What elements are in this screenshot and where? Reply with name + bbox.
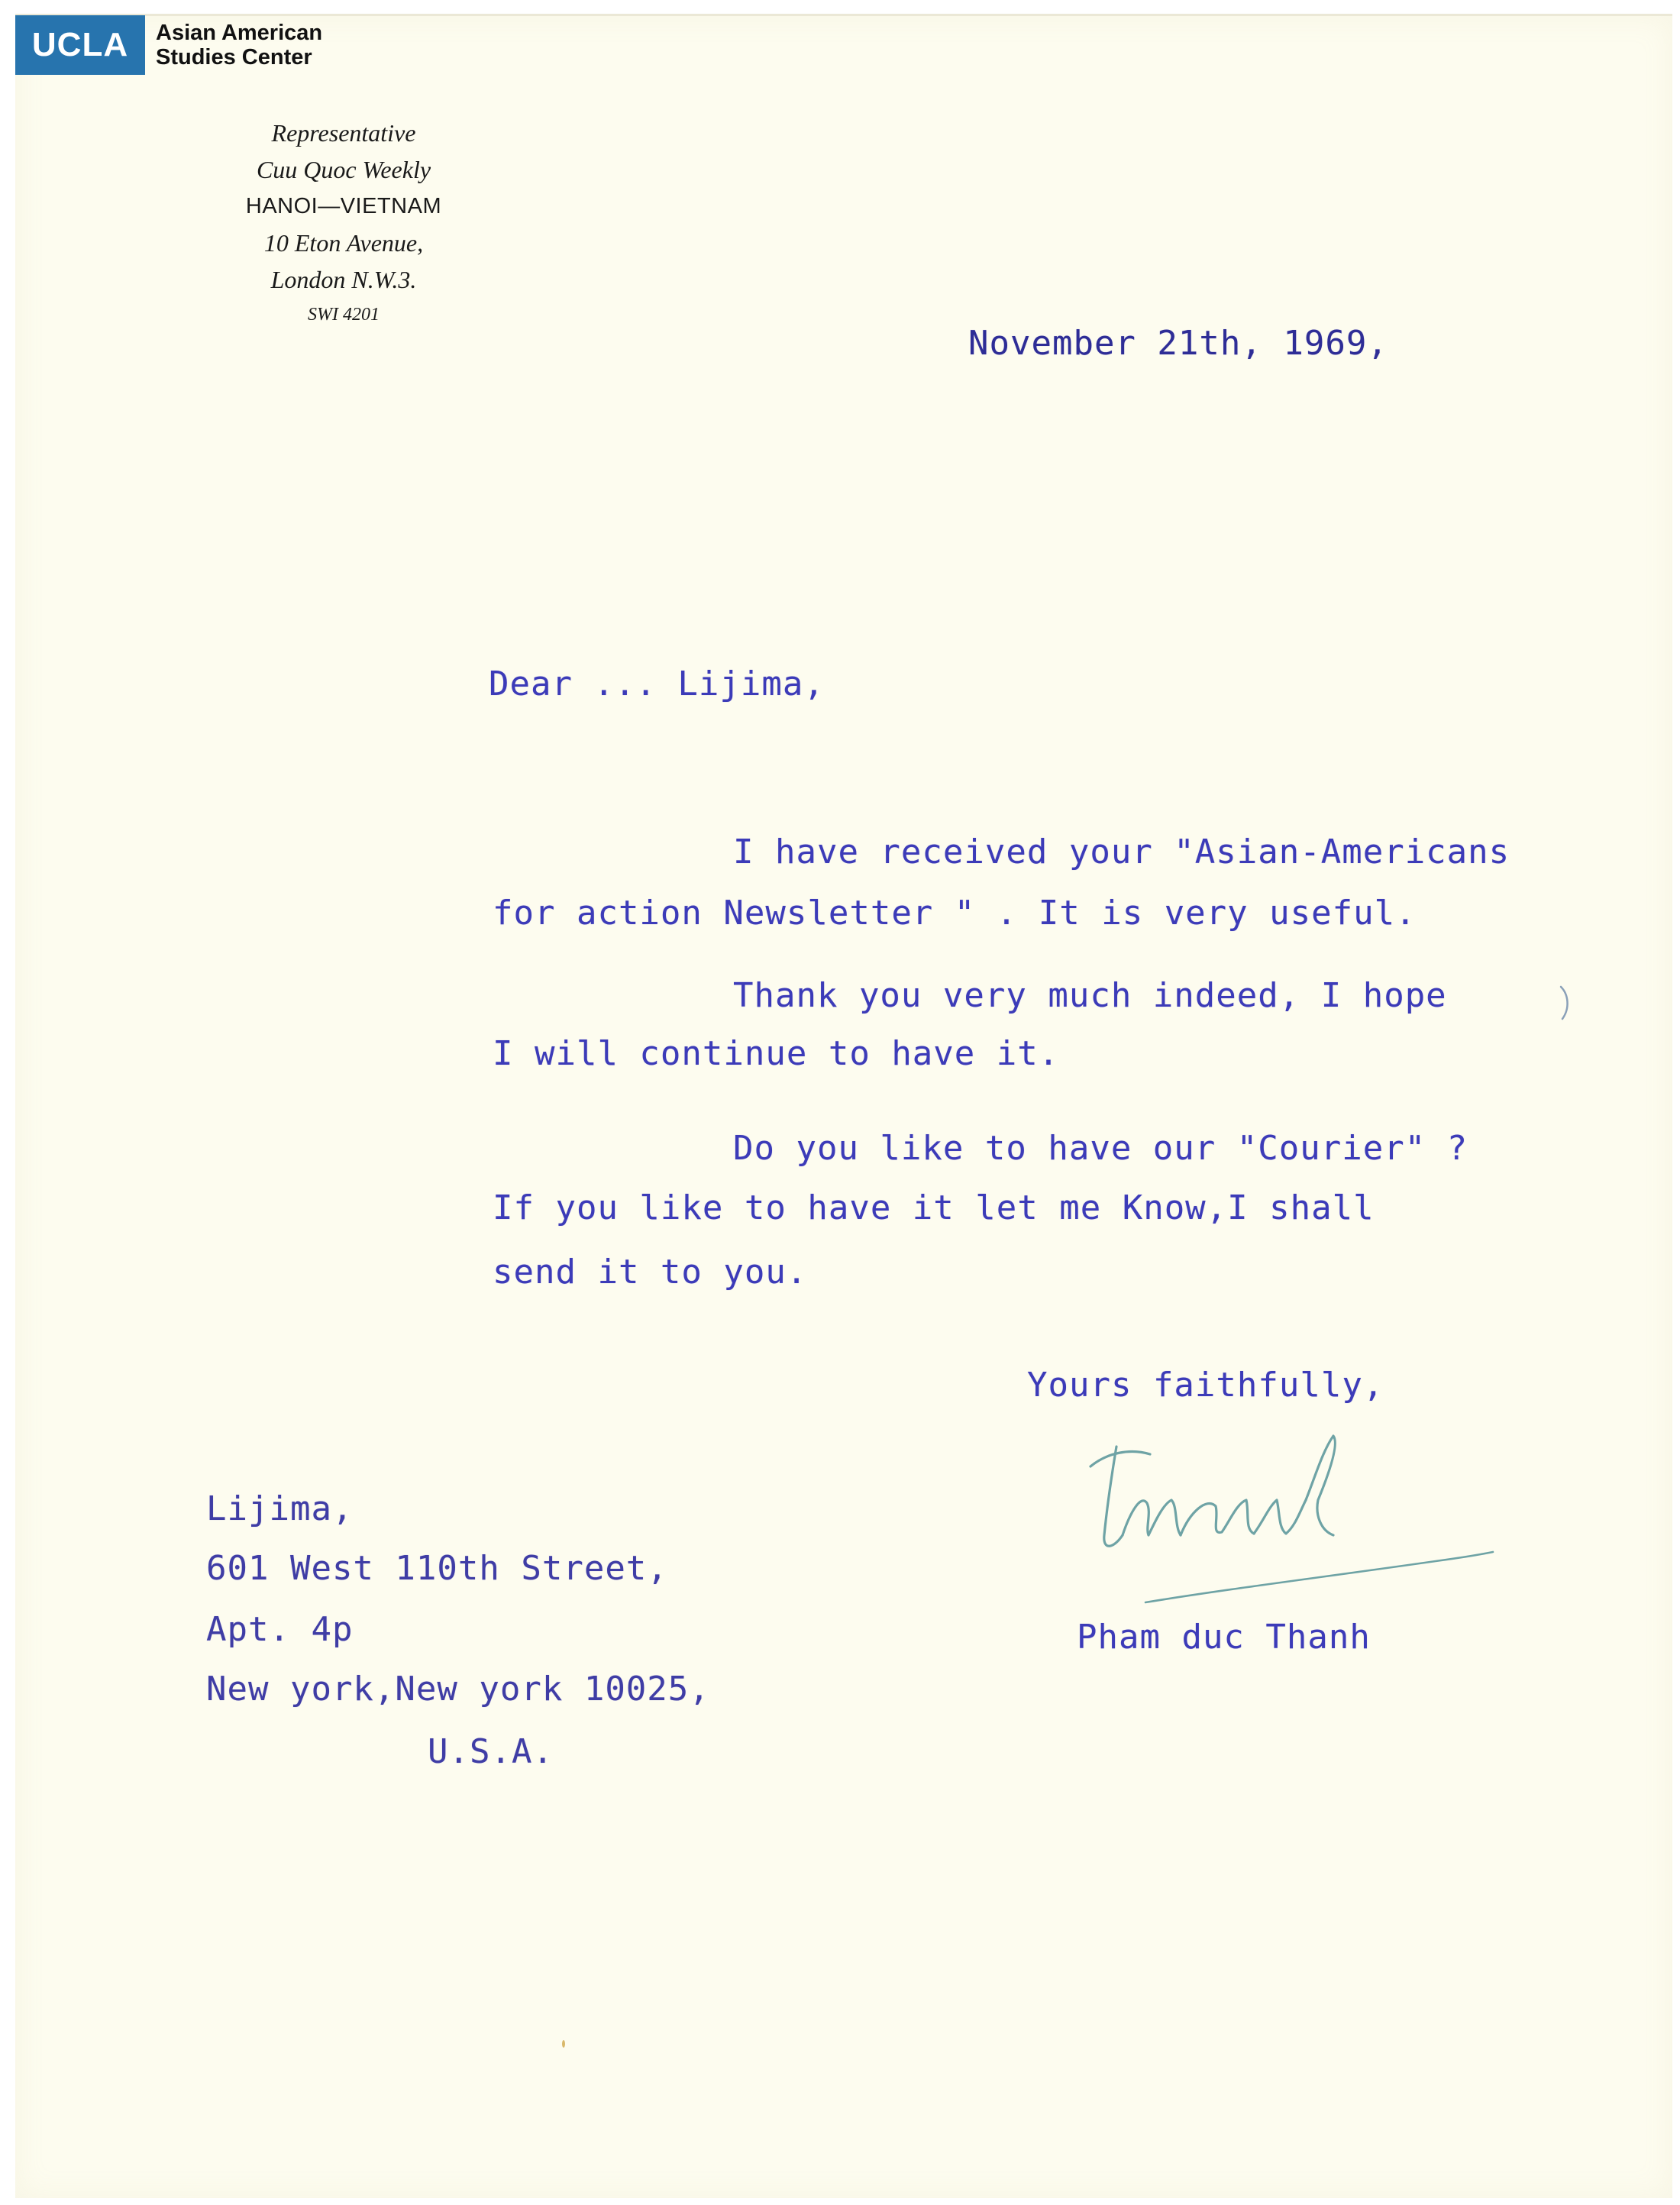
recipient-street: 601 West 110th Street, xyxy=(206,1549,668,1588)
signature-stroke-4 xyxy=(1181,1500,1254,1535)
body-paragraph-3-line-2: If you like to have it let me Know,I shall xyxy=(493,1188,1375,1227)
pencil-mark xyxy=(1558,984,1573,1022)
body-paragraph-3-line-3: send it to you. xyxy=(493,1253,808,1292)
signature-underline xyxy=(1145,1552,1493,1602)
letterhead-publication: Cuu Quoc Weekly xyxy=(256,156,431,183)
body-paragraph-2-line-1: Thank you very much indeed, I hope xyxy=(733,976,1447,1015)
signature-stroke-3 xyxy=(1123,1500,1181,1535)
letterhead-phone: SWI 4201 xyxy=(308,305,380,325)
body-paragraph-1-line-2: for action Newsletter " . It is very useful. xyxy=(493,894,1417,933)
letterhead-locality: London N.W.3. xyxy=(270,266,417,293)
logo-line-2: Studies Center xyxy=(156,45,312,70)
ucla-logo xyxy=(15,15,322,75)
recipient-name: Lijima, xyxy=(206,1489,354,1528)
logo-mark: UCLA xyxy=(15,15,145,75)
paper-speck xyxy=(561,2039,566,2048)
letterhead-city: HANOI—VIETNAM xyxy=(245,194,442,218)
salutation: Dear ... Lijima, xyxy=(489,664,825,703)
body-paragraph-3-line-1: Do you like to have our "Courier" ? xyxy=(733,1129,1468,1168)
typed-signatory-name: Pham duc Thanh xyxy=(1077,1618,1371,1657)
letterhead-street: 10 Eton Avenue, xyxy=(263,229,424,257)
signature-stroke-5 xyxy=(1254,1500,1306,1534)
letter-paper xyxy=(15,15,1672,2198)
recipient-country: U.S.A. xyxy=(428,1732,554,1771)
logo-wordmark xyxy=(156,21,322,70)
signature-stroke-2 xyxy=(1104,1447,1123,1546)
letter-date: November 21th, 1969, xyxy=(968,324,1388,363)
letterhead-title: Representative xyxy=(271,119,416,147)
handwritten-signature xyxy=(1077,1421,1504,1612)
signature-stroke-6 xyxy=(1306,1436,1335,1535)
recipient-city: New york,New york 10025, xyxy=(206,1670,710,1709)
letterhead xyxy=(206,115,481,328)
body-paragraph-1-line-1: I have received your "Asian-Americans xyxy=(733,833,1510,871)
logo-line-1: Asian American xyxy=(156,21,323,45)
signature-stroke-1 xyxy=(1090,1452,1150,1466)
recipient-apartment: Apt. 4p xyxy=(206,1610,354,1649)
closing: Yours faithfully, xyxy=(1027,1366,1384,1405)
body-paragraph-2-line-2: I will continue to have it. xyxy=(493,1034,1060,1073)
